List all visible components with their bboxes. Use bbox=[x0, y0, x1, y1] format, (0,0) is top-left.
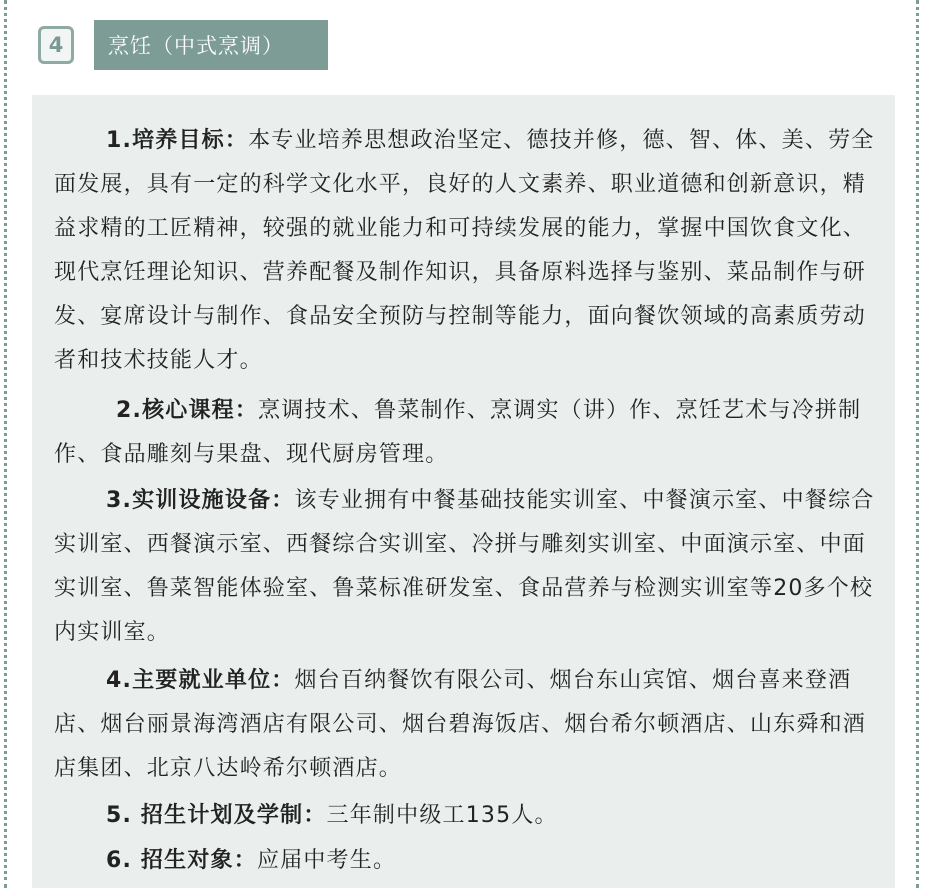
page-border-right bbox=[916, 0, 919, 888]
paragraph-text: 应届中考生。 bbox=[256, 848, 397, 873]
section-number-badge: 4 bbox=[38, 26, 74, 64]
content-box bbox=[32, 95, 895, 888]
paragraph-enrollment-target bbox=[54, 839, 876, 883]
paragraph-label: 3.实训设施设备： bbox=[106, 488, 295, 513]
paragraph-label: 4.主要就业单位： bbox=[106, 668, 295, 693]
paragraph-facilities bbox=[54, 479, 876, 655]
paragraph-label: 1.培养目标： bbox=[106, 128, 249, 153]
paragraph-training-goal bbox=[54, 119, 876, 383]
paragraph-text: 三年制中级工135人。 bbox=[326, 803, 558, 828]
page-border-left bbox=[4, 0, 7, 888]
paragraph-text: 该专业拥有中餐基础技能实训室、中餐演示室、中餐综合实训室、西餐演示室、西餐综合实训室、冷拼与雕刻实训室、中面演示室、中面实训室、鲁菜智能体验室、鲁菜标准研发室、食品营养与检测实训室等20多个校内实训室。 bbox=[54, 488, 875, 645]
paragraph-label: 5. 招生计划及学制： bbox=[106, 803, 327, 828]
paragraph-text: 本专业培养思想政治坚定、德技并修，德、智、体、美、劳全面发展，具有一定的科学文化水平，良好的人文素养、职业道德和创新意识，精益求精的工匠精神，较强的就业能力和可持续发展的能力，掌握中国饮食文化、现代烹饪理论知识、营养配餐及制作知识，具备原料选择与鉴别、菜品制作与研发、宴席设计与制作、食品安全预防与控制等能力，面向餐饮领域的高素质劳动者和技术技能人才。 bbox=[54, 128, 875, 373]
paragraph-enrollment-plan bbox=[54, 794, 876, 838]
paragraph-employers bbox=[54, 659, 876, 791]
paragraph-label: 2.核心课程： bbox=[116, 398, 259, 423]
paragraph-text: 烟台百纳餐饮有限公司、烟台东山宾馆、烟台喜来登酒店、烟台丽景海湾酒店有限公司、烟台碧海饭店、烟台希尔顿酒店、山东舜和酒店集团、北京八达岭希尔顿酒店。 bbox=[54, 668, 867, 781]
section-title bbox=[94, 20, 328, 70]
paragraph-label: 6. 招生对象： bbox=[106, 848, 257, 873]
paragraph-core-courses bbox=[54, 389, 876, 477]
section-title-text: 烹饪（中式烹调） bbox=[108, 34, 284, 58]
paragraph-text: 烹调技术、鲁菜制作、烹调实（讲）作、烹饪艺术与冷拼制作、食品雕刻与果盘、现代厨房管理。 bbox=[54, 398, 862, 467]
